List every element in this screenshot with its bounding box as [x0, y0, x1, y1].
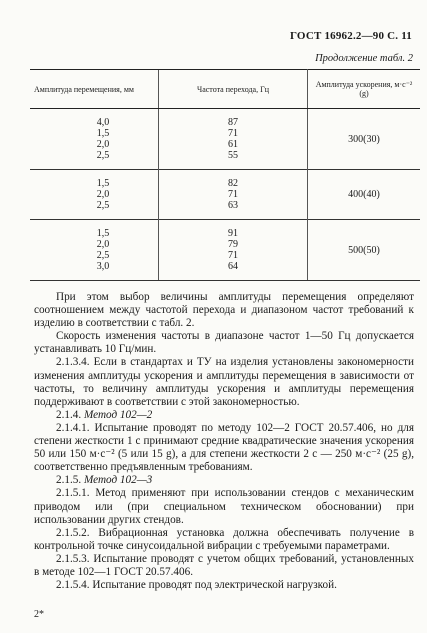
paragraph: 2.1.5.3. Испытание проводят с учетом общих требований, установленных в методе 102—1 ГОСТ 20.57.406. [34, 552, 414, 578]
header-frequency: Частота перехода, Гц [159, 70, 308, 109]
table-row [30, 109, 420, 170]
paragraph: Скорость изменения частоты в диапазоне частот 1—50 Гц допускается устанавливать 10 Гц/мин. [34, 330, 414, 356]
signature-mark: 2* [34, 609, 44, 620]
body-text [34, 291, 414, 592]
vibration-table [30, 69, 420, 281]
acceleration-cell: 400(40) [308, 170, 421, 220]
standard-code-page: ГОСТ 16962.2—90 С. 11 [290, 30, 412, 42]
header-amplitude: Амплитуда перемещения, мм [30, 70, 159, 109]
frequency-cell: 87 71 61 55 [159, 109, 308, 170]
section-heading: 2.1.5. Метод 102—3 [56, 474, 153, 487]
table-row [30, 220, 420, 281]
section-heading: 2.1.4. Метод 102—2 [56, 408, 153, 421]
acceleration-cell: 500(50) [308, 220, 421, 281]
paragraph: При этом выбор величины амплитуды перемещения определяют соотношением между частотой перехода и диапазоном частот требований к изделию в соответствии с табл. 2. [34, 291, 414, 330]
acceleration-cell: 300(30) [348, 133, 380, 145]
paragraph: 2.1.5.2. Вибрационная установка должна обеспечивать получение в контрольной точке синусоидальной вибрации с требуемыми параметрами. [34, 526, 414, 552]
paragraph: 2.1.5.1. Метод применяют при использовании стендов с механическим приводом или (при специальном техническом обосновании) при использовании других стендов. [34, 487, 414, 526]
amplitude-cell: 1,5 2,0 2,5 3,0 [30, 220, 159, 281]
table-row [30, 170, 420, 220]
paragraph: 2.1.4.1. Испытание проводят по методу 102—2 ГОСТ 20.57.406, но для степени жесткости 1 с принимают средние квадратические значения ускорения 50 или 150 м·с⁻² (5 или 15 g), а для степени жесткости 2 с — 250 м·с⁻² (25 g), соответственно предъявленным требованиям. [34, 421, 414, 474]
paragraph: 2.1.5.4. Испытание проводят под электрической нагрузкой. [56, 579, 337, 592]
frequency-cell: 91 79 71 64 [159, 220, 308, 281]
running-header [0, 30, 427, 46]
table-header-row [30, 70, 420, 109]
amplitude-cell: 1,5 2,0 2,5 [30, 170, 159, 220]
amplitude-cell: 4,0 1,5 2,0 2,5 [96, 117, 110, 161]
header-acceleration: Амплитуда ускорения, м·с⁻² (g) [308, 70, 421, 109]
paragraph: 2.1.3.4. Если в стандартах и ТУ на изделия установлены закономерности изменения амплитуды ускорения и амплитуды перемещения в зависимости от частоты, то величину амплитуды ускорения и амплитуды перемещения поддерживают в соответствии с этой закономерностью. [34, 356, 414, 408]
table-continuation-label: Продолжение табл. 2 [315, 53, 413, 64]
frequency-cell: 82 71 63 [159, 170, 308, 220]
